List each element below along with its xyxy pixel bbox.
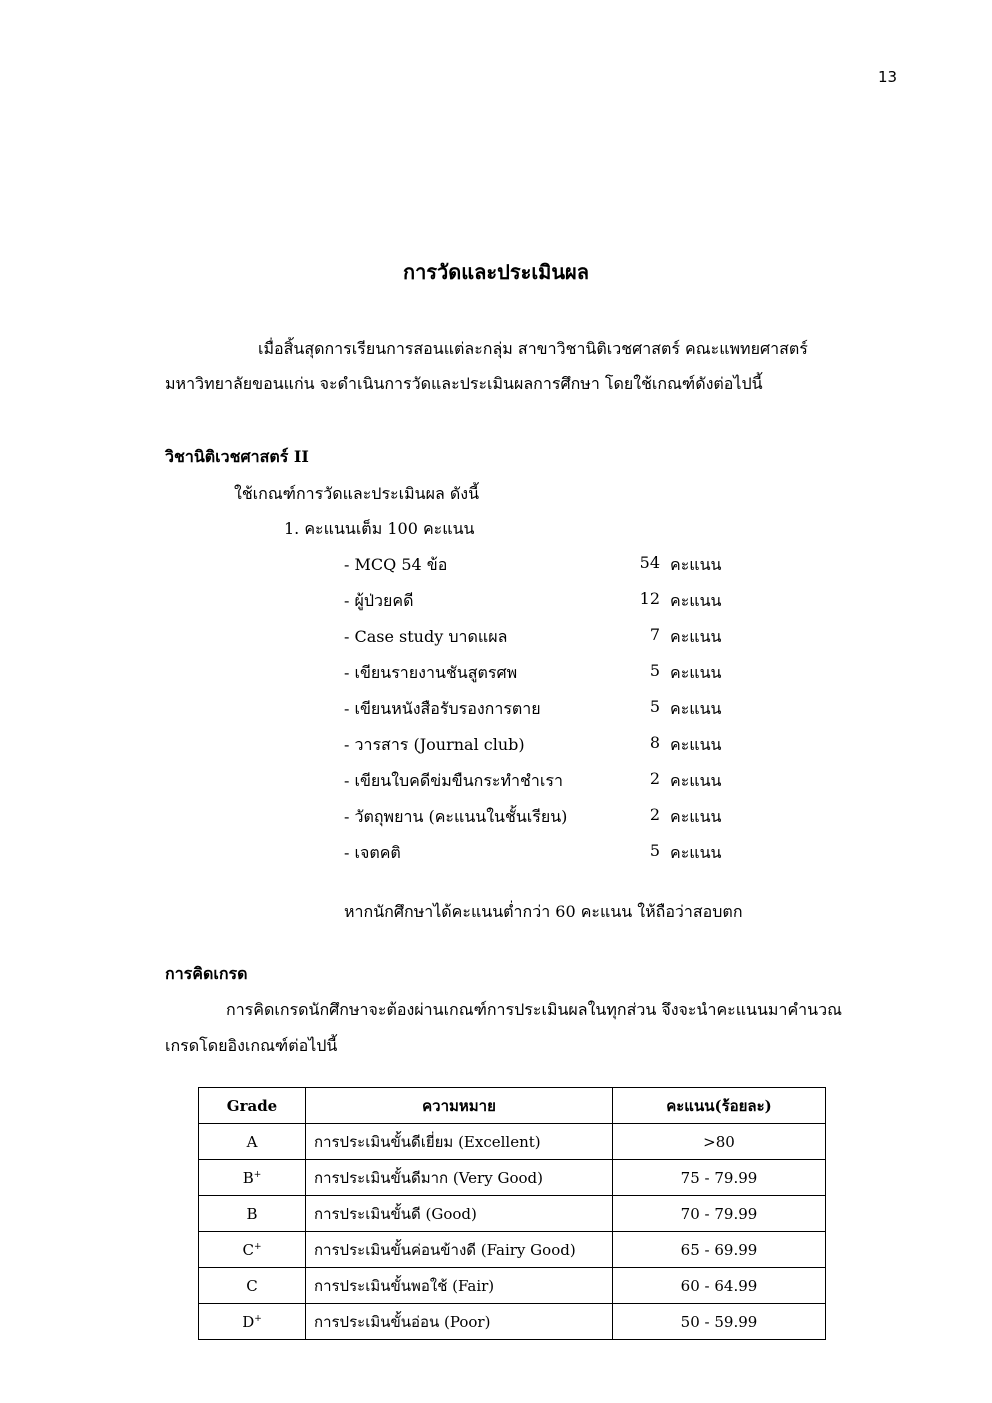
score-cell: >80	[613, 1124, 826, 1160]
header-meaning: ความหมาย	[306, 1088, 613, 1124]
grade-cell	[199, 1232, 306, 1268]
grade-letter: A	[246, 1132, 258, 1151]
meaning-cell: การประเมินขั้นอ่อน (Poor)	[306, 1304, 613, 1340]
page-title: การวัดและประเมินผล	[402, 260, 590, 284]
grade-cell	[199, 1304, 306, 1340]
score-item-unit: คะแนน	[670, 627, 722, 646]
score-item-unit: คะแนน	[670, 699, 722, 718]
score-item-points: 5	[649, 841, 660, 860]
score-item-unit: คะแนน	[670, 807, 722, 826]
score-item-points: 12	[639, 589, 660, 608]
score-item-points: 5	[649, 661, 660, 680]
grade-cell	[199, 1196, 306, 1232]
grade-letter: B	[246, 1204, 258, 1223]
header-grade: Grade	[199, 1088, 306, 1124]
score-item-points: 7	[649, 625, 660, 644]
header-score: คะแนน(ร้อยละ)	[613, 1088, 826, 1124]
score-item-label: - Case study บาดแผล	[344, 627, 508, 646]
grade-cell	[199, 1124, 306, 1160]
score-item-unit: คะแนน	[670, 663, 722, 682]
score-item-points: 2	[649, 769, 660, 788]
score-cell: 70 - 79.99	[613, 1196, 826, 1232]
score-item-unit: คะแนน	[670, 771, 722, 790]
grade-modifier: +	[253, 1241, 262, 1252]
grading-text-line-1: การคิดเกรดนักศึกษาจะต้องผ่านเกณฑ์การประเมินผลในทุกส่วน จึงจะนำคะแนนมาคำนวณ	[226, 1000, 842, 1019]
meaning-cell: การประเมินขั้นค่อนข้างดี (Fairy Good)	[306, 1232, 613, 1268]
grade-cell	[199, 1160, 306, 1196]
total-score-line: 1. คะแนนเต็ม 100 คะแนน	[284, 519, 475, 538]
score-item-label: - เขียนหนังสือรับรองการตาย	[344, 699, 541, 718]
grade-letter: D	[242, 1312, 255, 1331]
meaning-cell: การประเมินขั้นดีเยี่ยม (Excellent)	[306, 1124, 613, 1160]
table-row	[199, 1160, 826, 1196]
score-cell: 75 - 79.99	[613, 1160, 826, 1196]
score-cell: 50 - 59.99	[613, 1304, 826, 1340]
table-row	[199, 1232, 826, 1268]
score-item-unit: คะแนน	[670, 555, 722, 574]
meaning-cell: การประเมินขั้นดีมาก (Very Good)	[306, 1160, 613, 1196]
meaning-cell: การประเมินขั้นดี (Good)	[306, 1196, 613, 1232]
grade-cell	[199, 1268, 306, 1304]
grade-letter: C	[242, 1240, 254, 1259]
section-heading-grading: การคิดเกรด	[165, 964, 248, 983]
score-item-points: 2	[649, 805, 660, 824]
score-item-label: - วารสาร (Journal club)	[344, 735, 525, 754]
table-row	[199, 1124, 826, 1160]
fail-criterion-note: หากนักศึกษาได้คะแนนต่ำกว่า 60 คะแนน ให้ถือว่าสอบตก	[344, 902, 743, 921]
score-item-label: - เขียนรายงานชันสูตรศพ	[344, 663, 518, 682]
score-item-label: - MCQ 54 ข้อ	[344, 555, 448, 574]
table-row	[199, 1196, 826, 1232]
score-item-points: 5	[649, 697, 660, 716]
score-item-label: - เจตคติ	[344, 843, 401, 862]
score-item-unit: คะแนน	[670, 591, 722, 610]
section-heading-forensic-ii: วิชานิติเวชศาสตร์ II	[165, 447, 309, 466]
score-item-label: - ผู้ป่วยคดี	[344, 591, 414, 610]
grade-table	[198, 1087, 826, 1340]
page-number: 13	[878, 68, 898, 86]
intro-line-2: มหาวิทยาลัยขอนแก่น จะดำเนินการวัดและประเมินผลการศึกษา โดยใช้เกณฑ์ดังต่อไปนี้	[165, 374, 763, 393]
score-item-label: - เขียนใบคดีข่มขืนกระทำชำเรา	[344, 771, 563, 790]
grade-table-header-row	[199, 1088, 826, 1124]
meaning-cell: การประเมินขั้นพอใช้ (Fair)	[306, 1268, 613, 1304]
criteria-intro: ใช้เกณฑ์การวัดและประเมินผล ดังนี้	[234, 484, 480, 503]
table-row	[199, 1304, 826, 1340]
score-cell: 60 - 64.99	[613, 1268, 826, 1304]
intro-line-1: เมื่อสิ้นสุดการเรียนการสอนแต่ละกลุ่ม สาขาวิชานิติเวชศาสตร์ คณะแพทยศาสตร์	[258, 339, 808, 358]
score-item-points: 54	[639, 553, 660, 572]
grade-modifier: +	[254, 1313, 262, 1324]
score-item-label: - วัตถุพยาน (คะแนนในชั้นเรียน)	[344, 807, 568, 826]
score-item-unit: คะแนน	[670, 843, 722, 862]
score-item-unit: คะแนน	[670, 735, 722, 754]
score-item-points: 8	[649, 733, 660, 752]
grading-text-line-2: เกรดโดยอิงเกณฑ์ต่อไปนี้	[165, 1036, 338, 1055]
grade-modifier: +	[253, 1169, 262, 1180]
grade-letter: B	[242, 1168, 254, 1187]
score-cell: 65 - 69.99	[613, 1232, 826, 1268]
table-row	[199, 1268, 826, 1304]
grade-letter: C	[246, 1276, 258, 1295]
